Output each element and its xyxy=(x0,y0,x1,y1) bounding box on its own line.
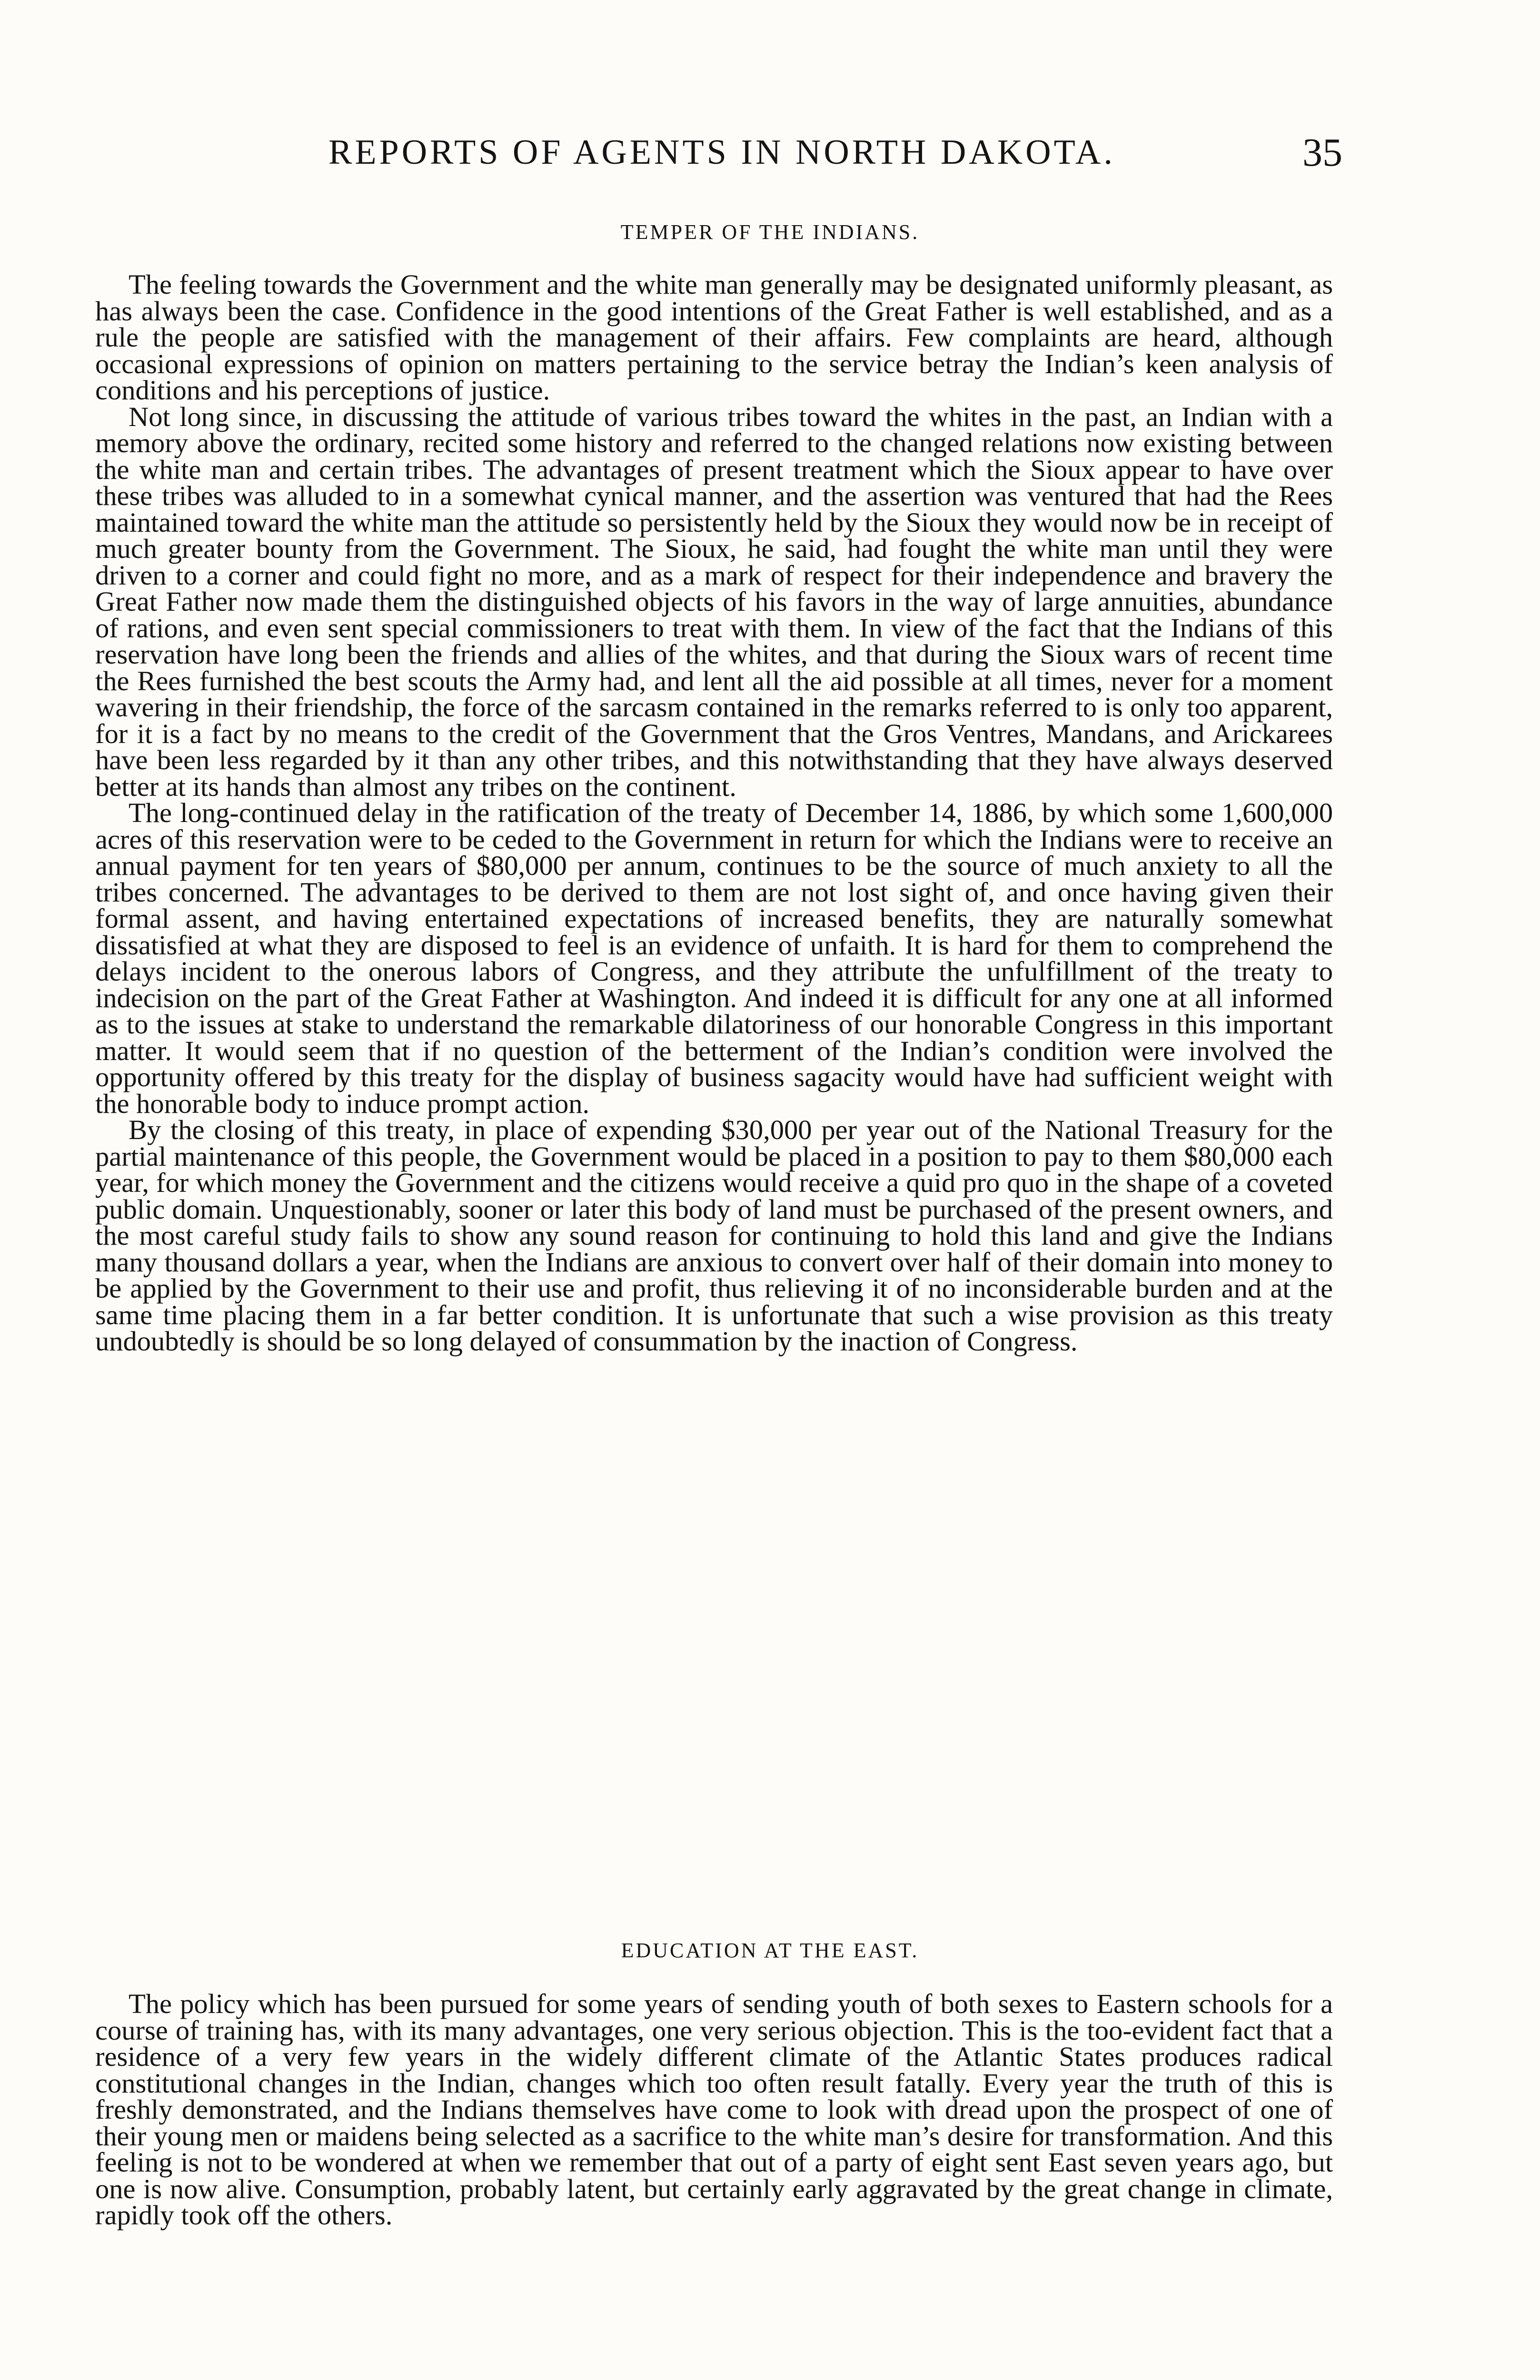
paragraph: By the closing of this treaty, in place of expending $30,000 per year out of the National Treasury for the partial maintenance of this people, the Government would be placed in a position to pay to them $80,000 each year, for which money the Government and the citizens would receive a quid pro quo in the shape of a coveted public domain. Unquestionably, sooner or later this body of land must be purchased of the present owners, and the most careful study fails to show any sound reason for continuing to hold this land and give the Indians many thousand dollars a year, when the Indians are anxious to convert over half of their domain into money to be applied by the Government to their use and profit, thus relieving it of no inconsiderable burden and at the same time placing them in a far better condition. It is unfortunate that such a wise provision as this treaty undoubtedly is should be so long delayed of consummation by the inaction of Congress. xyxy=(95,1114,1333,1357)
paragraph: The long-continued delay in the ratification of the treaty of December 14, 1886, by which some 1,600,000 acres of this reservation were to be ceded to the Government in return for which the Indians were to receive an annual payment for ten years of $80,000 per annum, continues to be the source of much anxiety to all the tribes concerned. The advantages to be derived to them are not lost sight of, and once having given their formal assent, and having entertained expectations of increased benefits, they are naturally somewhat dissatisfied at what they are disposed to feel is an evidence of unfaith. It is hard for them to comprehend the delays incident to the onerous labors of Congress, and they attribute the unfulfillment of the treaty to indecision on the part of the Great Father at Washington. And indeed it is difficult for any one at all informed as to the issues at stake to understand the remarkable dilatoriness of our honorable Congress in this important matter. It would seem that if no question of the betterment of the Indian’s condition were involved the opportunity offered by this treaty for the display of business sagacity would have had sufficient weight with the honorable body to induce prompt action. xyxy=(95,797,1333,1119)
section-heading-education: EDUCATION AT THE EAST. xyxy=(621,1939,919,1962)
paragraph: Not long since, in discussing the attitude of various tribes toward the whites in the past, an Indian with a memory above the ordinary, recited some history and referred to the changed relations now existing between the white man and certain tribes. The advantages of present treatment which the Sioux appear to have over these tribes was alluded to in a somewhat cynical manner, and the assertion was ventured that had the Rees maintained toward the white man the attitude so persistently held by the Sioux they would now be in receipt of much greater bounty from the Government. The Sioux, he said, had fought the white man until they were driven to a corner and could fight no more, and as a mark of respect for their independence and bravery the Great Father now made them the distinguished objects of his favors in the way of large annuities, abundance of rations, and even sent special commissioners to treat with them. In view of the fact that the Indians of this reservation have long been the friends and allies of the whites, and that during the Sioux wars of recent time the Rees furnished the best scouts the Army had, and lent all the aid possible at all times, never for a moment wavering in their friendship, the force of the sarcasm contained in the remarks referred to is only too apparent, for it is a fact by no means to the credit of the Government that the Gros Ventres, Mandans, and Arickarees have been less regarded by it than any other tribes, and this notwithstanding that they have always deserved better at its hands than almost any tribes on the continent. xyxy=(95,401,1333,802)
section-heading-temper: TEMPER OF THE INDIANS. xyxy=(620,220,920,244)
running-title: REPORTS OF AGENTS IN NORTH DAKOTA. xyxy=(328,133,1115,172)
running-head xyxy=(0,132,1540,175)
page-number: 35 xyxy=(1302,130,1342,175)
section-body-temper xyxy=(95,271,1333,1355)
paragraph: The feeling towards the Government and the white man generally may be designated uniformly pleasant, as has always been the case. Confidence in the good intentions of the Great Father is well established, and as a rule the people are satisfied with the management of their affairs. Few complaints are heard, although occasional expressions of opinion on matters pertaining to the service betray the Indian’s keen analysis of conditions and his perceptions of justice. xyxy=(95,269,1333,406)
section-body-education xyxy=(95,1988,1333,2231)
paragraph: The policy which has been pursued for some years of sending youth of both sexes to Eastern schools for a course of training has, with its many advantages, one very serious objection. This is the too-evident fact that a residence of a very few years in the widely different climate of the Atlantic States produces radical constitutional changes in the Indian, changes which too often result fatally. Every year the truth of this is freshly demonstrated, and the Indians themselves have come to look with dread upon the prospect of one of their young men or maidens being selected as a sacrifice to the white man’s desire for transformation. And this feeling is not to be wondered at when we remember that out of a party of eight sent East seven years ago, but one is now alive. Consumption, probably latent, but certainly early aggravated by the great change in climate, rapidly took off the others. xyxy=(95,1988,1333,2231)
